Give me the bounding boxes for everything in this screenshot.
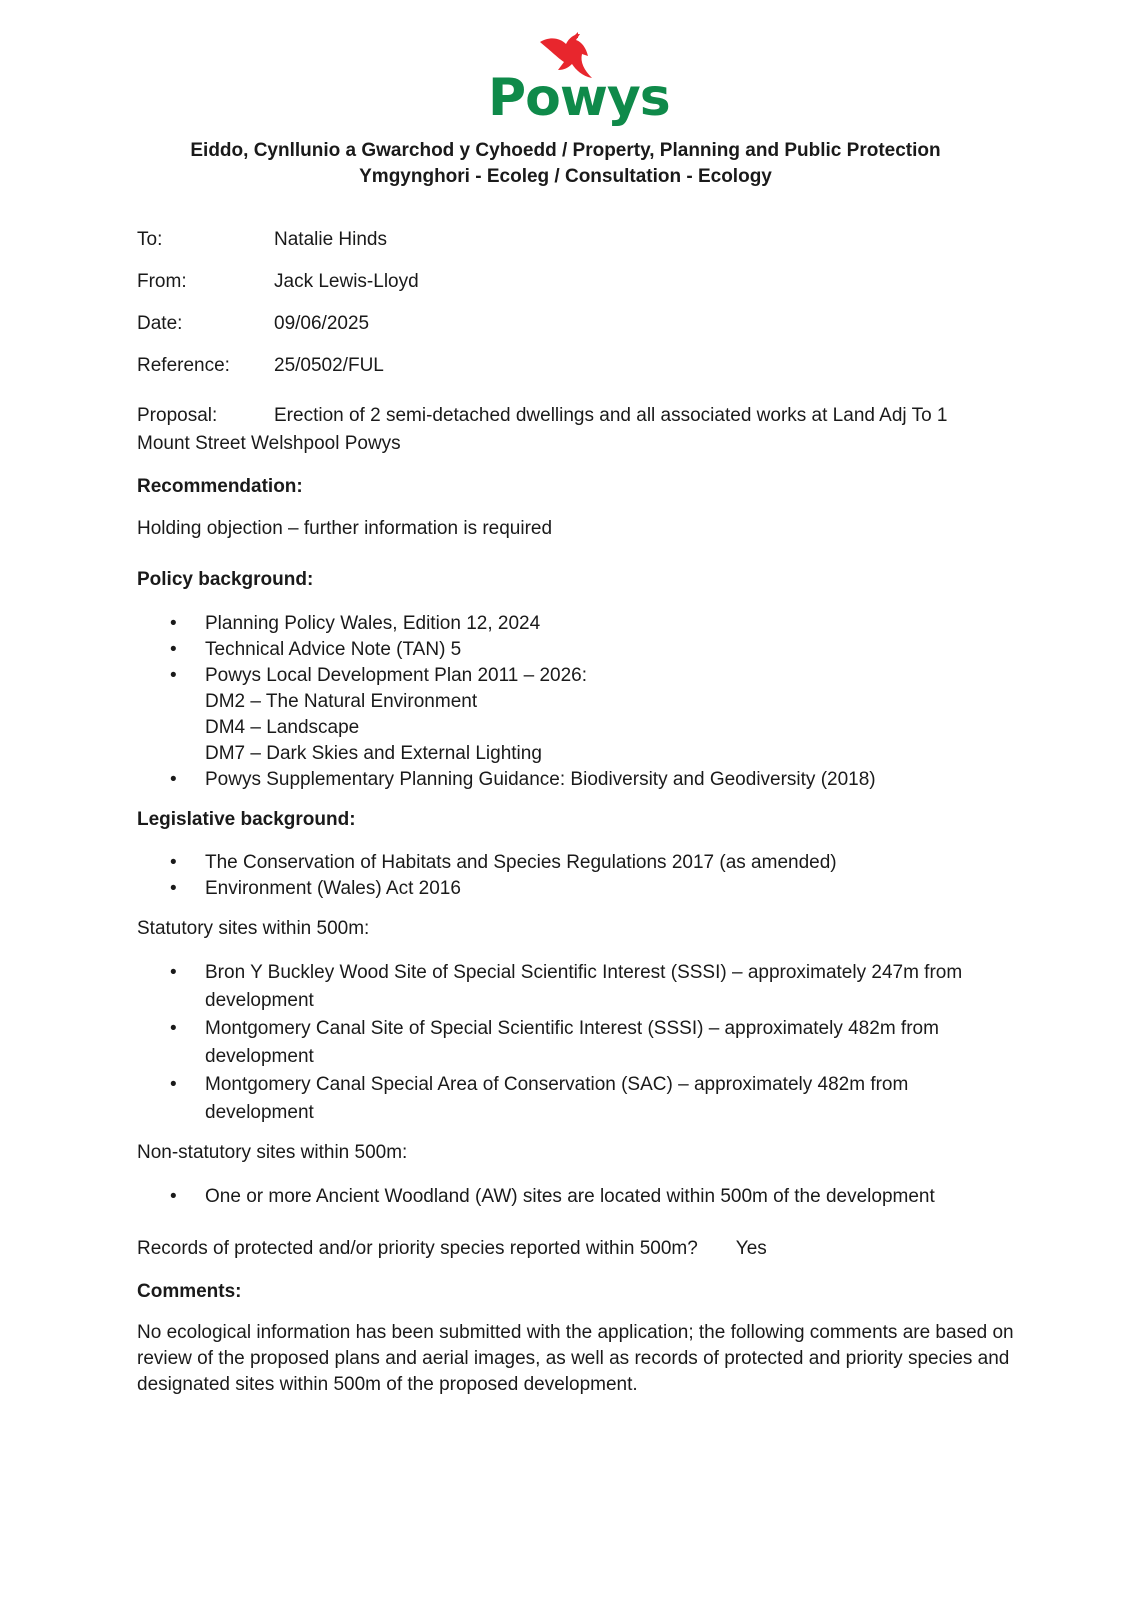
list-item-text: Planning Policy Wales, Edition 12, 2024 — [205, 613, 541, 634]
bullet: • — [170, 1018, 177, 1039]
list-item-text: Montgomery Canal Site of Special Scientific Interest (SSSI) – approximately 482m from development — [205, 1018, 939, 1067]
field-value: Jack Lewis-Lloyd — [274, 271, 419, 292]
list-item-text: Environment (Wales) Act 2016 — [205, 878, 461, 899]
recommendation-text: Holding objection – further information is required — [137, 518, 553, 539]
list-item-text: Powys Local Development Plan 2011 – 2026: — [205, 665, 588, 686]
list-item — [137, 663, 967, 767]
document-header — [0, 138, 1131, 190]
legislative-heading: Legislative background: — [137, 809, 356, 830]
list-item-text: Montgomery Canal Special Area of Conservation (SAC) – approximately 482m from development — [205, 1074, 909, 1123]
non-statutory-heading: Non-statutory sites within 500m: — [137, 1142, 408, 1163]
bullet: • — [170, 878, 177, 899]
field-value: 25/0502/FUL — [274, 355, 384, 376]
records-answer: Yes — [735, 1238, 767, 1259]
header-department: Eiddo, Cynllunio a Gwarchod y Cyhoedd / Property, Planning and Public Protection — [190, 140, 941, 161]
field-reference — [137, 352, 384, 380]
comments-heading: Comments: — [137, 1281, 242, 1302]
bullet: • — [170, 1186, 177, 1207]
statutory-heading: Statutory sites within 500m: — [137, 918, 370, 939]
list-item-text: Bron Y Buckley Wood Site of Special Scientific Interest (SSSI) – approximately 247m from development — [205, 962, 963, 1011]
bullet: • — [170, 852, 177, 873]
list-item — [137, 876, 967, 902]
field-label: To: — [137, 229, 163, 250]
list-item-text: The Conservation of Habitats and Species Regulations 2017 (as amended) — [205, 852, 837, 873]
powys-logo — [488, 28, 670, 138]
policy-list — [137, 611, 967, 793]
field-value: 09/06/2025 — [274, 313, 370, 334]
field-label: Reference: — [137, 355, 230, 376]
ldp-policy-dm7: DM7 – Dark Skies and External Lighting — [205, 743, 542, 764]
list-item — [137, 767, 967, 793]
field-value: Natalie Hinds — [274, 229, 387, 250]
list-item — [137, 1015, 967, 1071]
legislative-list — [137, 850, 967, 902]
ldp-policy-dm2: DM2 – The Natural Environment — [205, 691, 478, 712]
list-item — [137, 1183, 967, 1211]
field-proposal — [137, 402, 997, 458]
records-question: Records of protected and/or priority species reported within 500m? — [137, 1238, 698, 1259]
field-from — [137, 268, 419, 296]
header-consultation: Ymgynghori - Ecoleg / Consultation - Ecology — [359, 166, 772, 187]
recommendation-heading: Recommendation: — [137, 476, 303, 497]
list-item — [137, 850, 967, 876]
policy-heading: Policy background: — [137, 569, 314, 590]
field-to — [137, 226, 387, 254]
ldp-policy-dm4: DM4 – Landscape — [205, 717, 360, 738]
field-label: Proposal: — [137, 405, 218, 426]
field-date — [137, 310, 369, 338]
list-item-text: Powys Supplementary Planning Guidance: Biodiversity and Geodiversity (2018) — [205, 769, 876, 790]
bullet: • — [170, 1074, 177, 1095]
list-item — [137, 959, 967, 1015]
logo-wordmark: Powys — [488, 68, 670, 128]
list-item-text: One or more Ancient Woodland (AW) sites are located within 500m of the development — [205, 1186, 935, 1207]
bullet: • — [170, 665, 177, 686]
bullet: • — [170, 613, 177, 634]
comments-text: No ecological information has been submitted with the application; the following comments are based on review of the proposed plans and aerial images, as well as records of protected and priority species and designated sites within 500m of the proposed development. — [137, 1322, 1014, 1395]
list-item — [137, 1071, 967, 1127]
records-line — [137, 1235, 767, 1263]
list-item — [137, 611, 967, 637]
bullet: • — [170, 962, 177, 983]
statutory-list — [137, 959, 967, 1127]
field-label: Date: — [137, 313, 183, 334]
field-value: Erection of 2 semi-detached dwellings and all associated works at Land Adj To 1 Mount Street Welshpool Powys — [137, 405, 948, 454]
list-item — [137, 637, 967, 663]
list-item-text: Technical Advice Note (TAN) 5 — [205, 639, 462, 660]
non-statutory-list — [137, 1183, 967, 1211]
bullet: • — [170, 769, 177, 790]
bullet: • — [170, 639, 177, 660]
field-label: From: — [137, 271, 187, 292]
